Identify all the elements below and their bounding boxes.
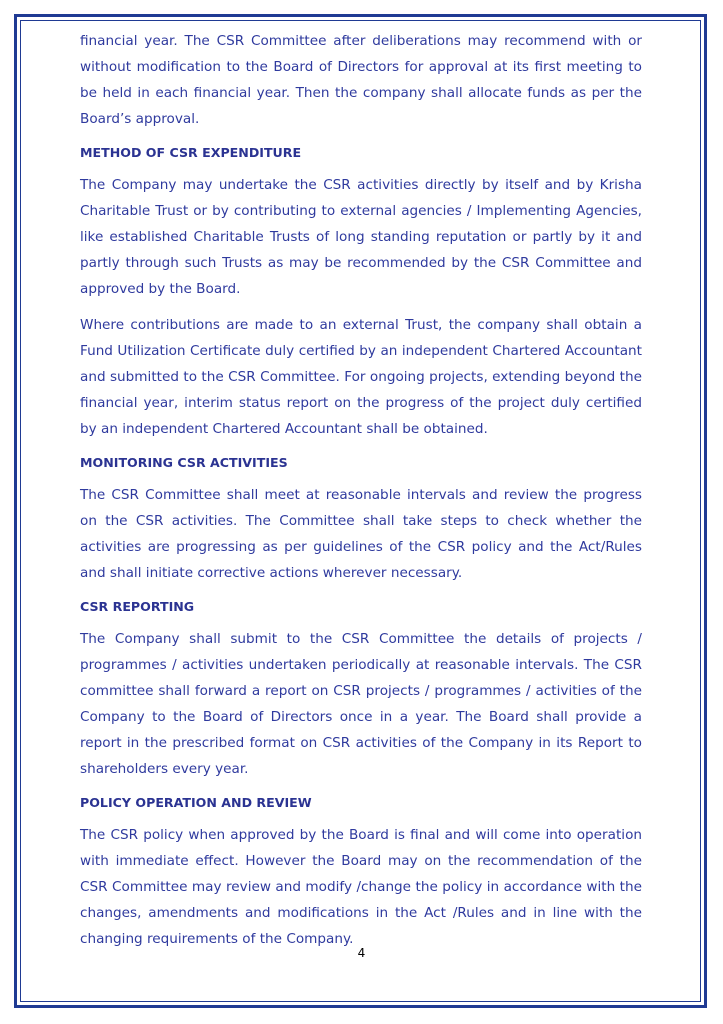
method-paragraph-1: The Company may undertake the CSR activities directly by itself and by Krisha Charitable Trust or by contributing to external agencies / Implementing Agencies, like established Charitable Trusts of long standing reputation or partly by it and partly through such Trusts as may be recommended by the CSR Committee and approved by the Board. <box>80 177 642 297</box>
heading-method: METHOD OF CSR EXPENDITURE <box>80 145 302 160</box>
heading-monitoring: MONITORING CSR ACTIVITIES <box>80 455 288 470</box>
heading-policy: POLICY OPERATION AND REVIEW <box>80 795 312 810</box>
document-body <box>80 28 642 962</box>
method-paragraph-2: Where contributions are made to an external Trust, the company shall obtain a Fund Utilization Certificate duly certified by an independent Chartered Accountant and submitted to the CSR Committee. For ongoing projects, extending beyond the financial year, interim status report on the progress of the project duly certified by an independent Chartered Accountant shall be obtained. <box>80 317 642 437</box>
monitoring-paragraph: The CSR Committee shall meet at reasonable intervals and review the progress on the CSR activities. The Committee shall take steps to check whether the activities are progressing as per guidelines of the CSR policy and the Act/Rules and shall initiate corrective actions wherever necessary. <box>80 487 642 581</box>
page-number: 4 <box>357 946 366 960</box>
policy-paragraph: The CSR policy when approved by the Board is final and will come into operation with immediate effect. However the Board may on the recommendation of the CSR Committee may review and modify /change the policy in accordance with the changes, amendments and modifications in the Act /Rules and in line with the changing requirements of the Company. <box>80 827 642 947</box>
reporting-paragraph: The Company shall submit to the CSR Committee the details of projects / programmes / activities undertaken periodically at reasonable intervals. The CSR committee shall forward a report on CSR projects / programmes / activities of the Company to the Board of Directors once in a year. The Board shall provide a report in the prescribed format on CSR activities of the Company in its Report to shareholders every year. <box>80 631 642 777</box>
heading-reporting: CSR REPORTING <box>80 599 195 614</box>
intro-paragraph: financial year. The CSR Committee after deliberations may recommend with or without modification to the Board of Directors for approval at its first meeting to be held in each financial year. Then the company shall allocate funds as per the Board’s approval. <box>80 33 642 127</box>
